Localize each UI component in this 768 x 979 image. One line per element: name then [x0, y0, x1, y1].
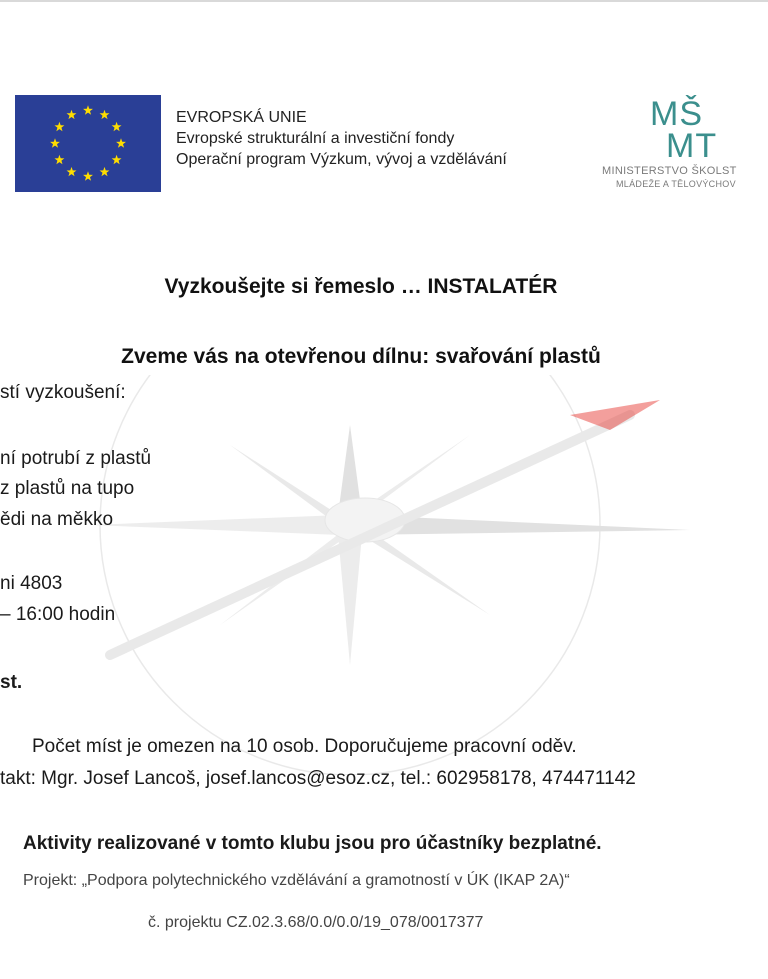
- msmt-mark-icon: [648, 95, 748, 161]
- activity-item-2: z plastů na tupo: [0, 478, 135, 499]
- eu-title: EVROPSKÁ UNIE: [176, 109, 307, 126]
- project-number: č. projektu CZ.02.3.68/0.0/0.0/19_078/0017377: [148, 914, 484, 931]
- contact-line: takt: Mgr. Josef Lancoš, josef.lancos@esoz.cz, tel.: 602958178, 474471142: [0, 768, 636, 789]
- eu-programme-line: Operační program Výzkum, vývoj a vzdělávání: [176, 151, 507, 168]
- eu-funds-line: Evropské strukturální a investiční fondy: [176, 130, 455, 147]
- free-participation-note: Aktivity realizované v tomto klubu jsou pro účastníky bezplatné.: [23, 833, 602, 854]
- address-line: ni 4803: [0, 573, 63, 594]
- headline: Vyzkoušejte si řemeslo … INSTALATÉR: [164, 275, 558, 298]
- compass-watermark: [70, 375, 760, 775]
- msmt-logo: [600, 95, 768, 195]
- time-line: – 16:00 hodin: [0, 604, 116, 625]
- top-border-line: [0, 0, 768, 2]
- activity-item-3: ědi na měkko: [0, 509, 114, 530]
- eu-flag-logo: [15, 95, 161, 192]
- svg-text:MT: MT: [666, 127, 718, 161]
- bold-note: st.: [0, 672, 23, 693]
- msmt-name-line1: MINISTERSTVO ŠKOLST: [602, 165, 737, 177]
- capacity-note: Počet míst je omezen na 10 osob. Doporučujeme pracovní oděv.: [32, 736, 577, 757]
- subheadline: Zveme vás na otevřenou dílnu: svařování plastů: [121, 345, 601, 368]
- eu-text-block: [176, 107, 507, 170]
- activity-item-1: ní potrubí z plastů: [0, 448, 152, 469]
- msmt-name-line2: MLÁDEŽE A TĚLOVÝCHOV: [616, 179, 736, 189]
- svg-text:MŠ: MŠ: [650, 95, 703, 133]
- options-heading: stí vyzkoušení:: [0, 382, 126, 403]
- project-name: Projekt: „Podpora polytechnického vzdělávání a gramotností v ÚK (IKAP 2A)“: [23, 872, 570, 889]
